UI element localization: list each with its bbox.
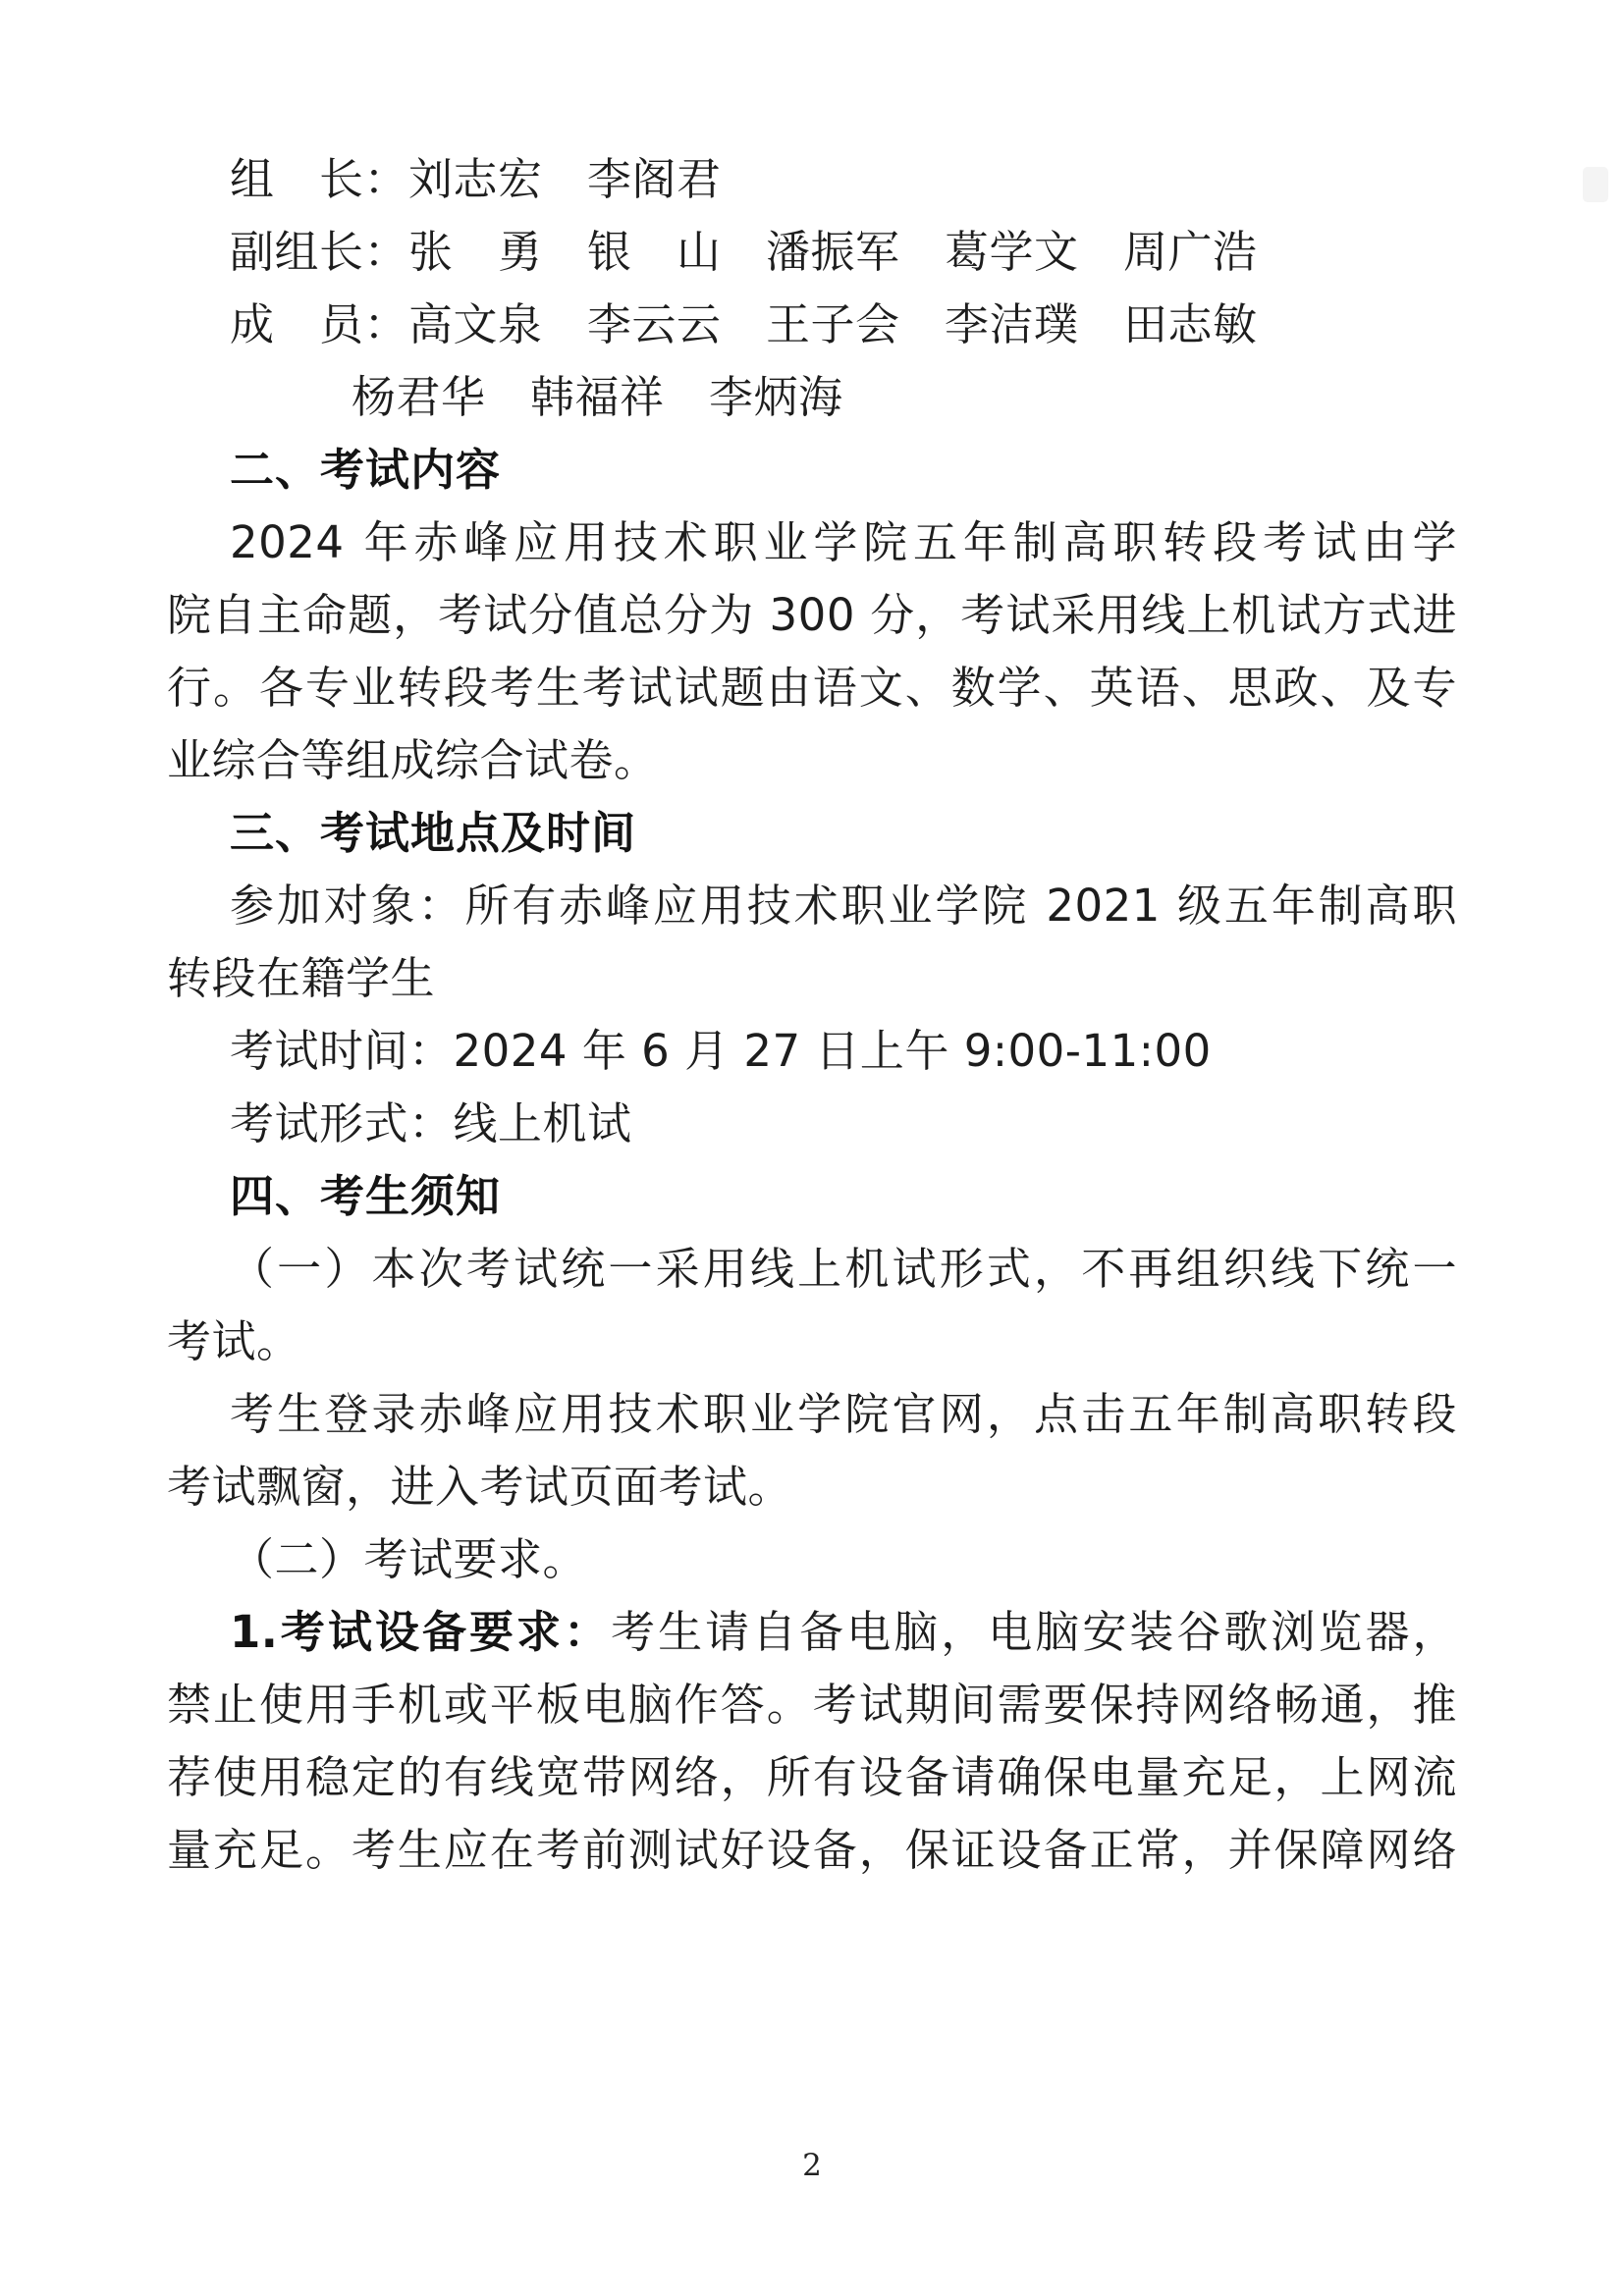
doc-line: 参加对象：所有赤峰应用技术职业学院 2021 级五年制高职 <box>230 880 1457 932</box>
document-body <box>167 143 1457 1887</box>
doc-line: 杨君华 韩福祥 李炳海 <box>352 371 843 423</box>
doc-line: 考生登录赤峰应用技术职业学院官网，点击五年制高职转段 <box>230 1388 1457 1440</box>
section-heading: 四、考生须知 <box>230 1170 502 1222</box>
section-heading: 三、考试地点及时间 <box>230 807 637 859</box>
doc-line: 考试时间：2024 年 6 月 27 日上午 9:00-11:00 <box>230 1025 1212 1077</box>
scan-artifact-smudge <box>1583 167 1608 202</box>
doc-line: 业综合等组成综合试卷。 <box>167 734 659 786</box>
page-number: 2 <box>802 2148 822 2183</box>
doc-line: 考试。 <box>167 1315 301 1367</box>
bold-lead: 1.考试设备要求： <box>230 1606 612 1658</box>
doc-line: 1.考试设备要求：考生请自备电脑，电脑安装谷歌浏览器， <box>230 1606 1457 1658</box>
doc-line: 荐使用稳定的有线宽带网络，所有设备请确保电量充足，上网流 <box>167 1751 1457 1803</box>
doc-line: 考试飘窗，进入考试页面考试。 <box>167 1461 793 1513</box>
doc-line: 转段在籍学生 <box>167 952 436 1004</box>
doc-line: 成 员：高文泉 李云云 王子会 李洁璞 田志敏 <box>230 298 1258 350</box>
doc-line: 院自主命题，考试分值总分为 300 分，考试采用线上机试方式进 <box>167 589 1457 641</box>
doc-line: （一）本次考试统一采用线上机试形式，不再组织线下统一 <box>230 1243 1457 1295</box>
doc-line: 量充足。考生应在考前测试好设备，保证设备正常，并保障网络 <box>167 1824 1457 1876</box>
section-heading: 二、考试内容 <box>230 444 502 496</box>
doc-line: 行。各专业转段考生考试试题由语文、数学、英语、思政、及专 <box>167 662 1457 714</box>
doc-line: 禁止使用手机或平板电脑作答。考试期间需要保持网络畅通，推 <box>167 1679 1457 1731</box>
doc-line: （二）考试要求。 <box>230 1533 588 1585</box>
doc-line: 副组长：张 勇 银 山 潘振军 葛学文 周广浩 <box>230 226 1258 278</box>
doc-line: 2024 年赤峰应用技术职业学院五年制高职转段考试由学 <box>230 516 1457 568</box>
doc-line: 组 长：刘志宏 李阁君 <box>230 153 722 205</box>
doc-line: 考试形式：线上机试 <box>230 1097 632 1149</box>
